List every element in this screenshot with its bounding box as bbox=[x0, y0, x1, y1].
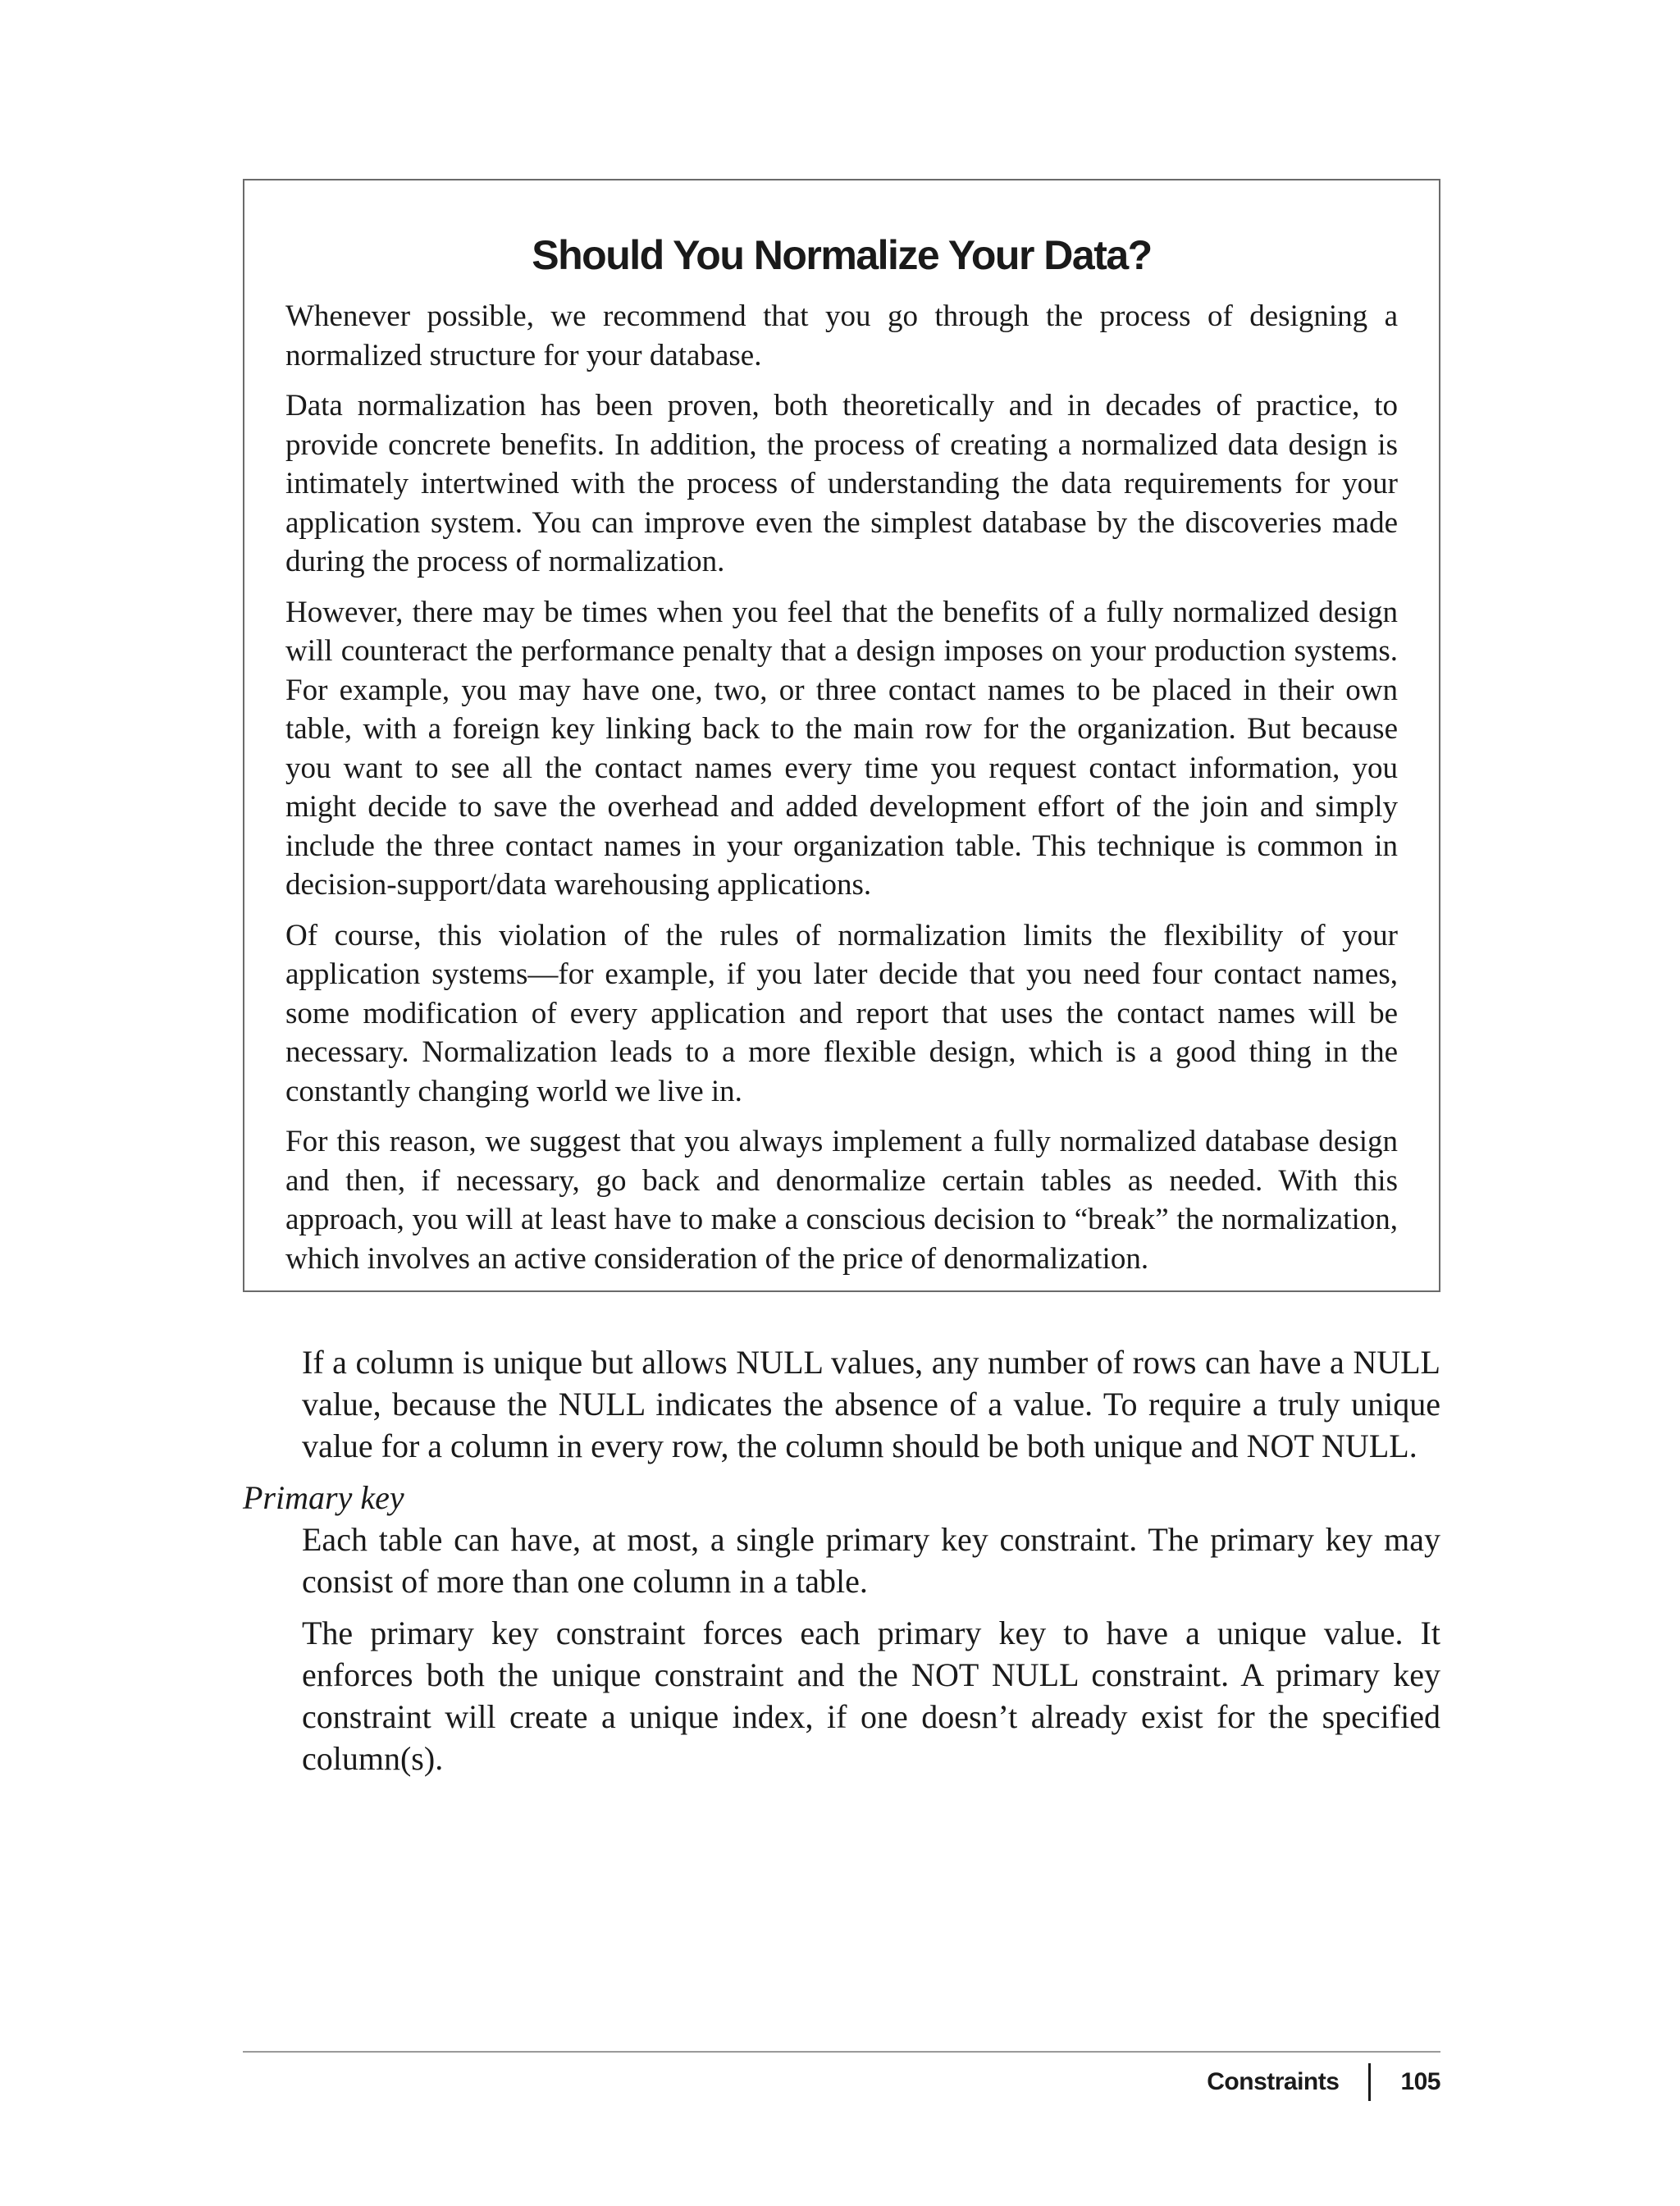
primary-key-paragraph: Each table can have, at most, a single primary key constraint. The primary key may consist of more than one column in a table. bbox=[302, 1521, 1440, 1600]
page-footer bbox=[1207, 2063, 1440, 2101]
body-text bbox=[243, 1341, 1440, 1789]
sidebar-box bbox=[243, 179, 1440, 1292]
footer-divider bbox=[243, 2051, 1440, 2053]
footer-separator bbox=[1368, 2063, 1371, 2101]
page-number: 105 bbox=[1400, 2068, 1440, 2095]
primary-key-paragraph: The primary key constraint forces each primary key to have a unique value. It enforces both the unique constraint and the NOT NULL constraint. A primary key constraint will create a unique index, if one doesn’t already exist for the specified column(s). bbox=[302, 1615, 1440, 1777]
primary-key-term: Primary key bbox=[243, 1479, 404, 1516]
sidebar-paragraph: However, there may be times when you feel that the benefits of a fully normalized design will counteract the performance penalty that a design imposes on your production systems. For example, you may have one, two, or three contact names to be placed in their own table, with a foreign key linking back to the main row for the organization. But because you want to see all the contact names every time you request contact information, you might decide to save the overhead and added development effort of the join and simply include the three contact names in your organization table. This technique is common in decision-support/data warehousing applications. bbox=[285, 595, 1398, 902]
sidebar-paragraph: Of course, this violation of the rules of normalization limits the flexibility of your application systems—for example, if you later decide that you need four contact names, some modification of every application and report that uses the contact names will be necessary. Normalization leads to a more flexible design, which is a good thing in the constantly changing world we live in. bbox=[285, 918, 1398, 1108]
unique-null-paragraph: If a column is unique but allows NULL values, any number of rows can have a NULL value, because the NULL indicates the absence of a value. To require a truly unique value for a column in every row, the column should be both unique and NOT NULL. bbox=[302, 1344, 1440, 1464]
sidebar-paragraph: For this reason, we suggest that you always implement a fully normalized database design and then, if necessary, go back and denormalize certain tables as needed. With this approach, you will at least have to make a conscious decision to “break” the normalization, which involves an active consideration of the price of denormalization. bbox=[285, 1125, 1398, 1276]
sidebar-paragraph: Data normalization has been proven, both theoretically and in decades of practice, to provide concrete benefits. In addition, the process of creating a normalized data design is intimately intertwined with the process of understanding the data requirements for your application system. You can improve even the simplest database by the discoveries made during the process of normalization. bbox=[285, 389, 1398, 578]
sidebar-paragraph: Whenever possible, we recommend that you go through the process of designing a normalized structure for your database. bbox=[285, 299, 1398, 372]
sidebar-title: Should You Normalize Your Data? bbox=[532, 232, 1152, 278]
footer-section-title: Constraints bbox=[1207, 2068, 1340, 2095]
